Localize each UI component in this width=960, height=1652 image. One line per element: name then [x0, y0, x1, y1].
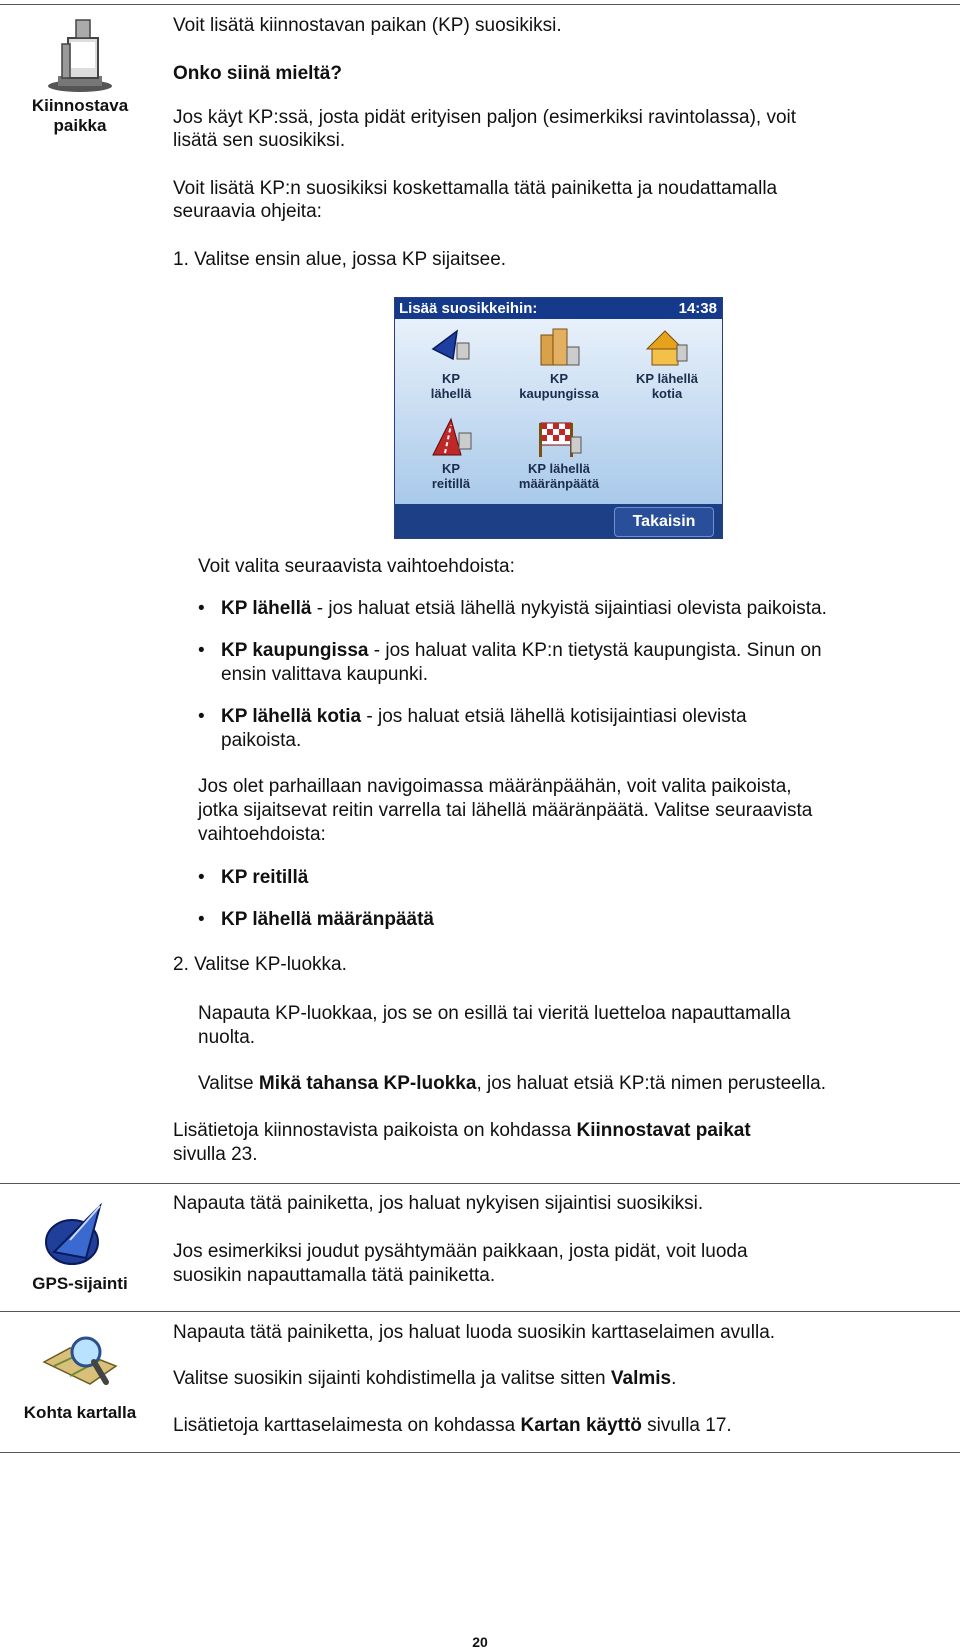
- route-para-line2: jotka sijaitsevat reitin varrella tai lähellä määränpäätä. Valitse seuraavista: [198, 800, 813, 821]
- step-1: 1. Valitse ensin alue, jossa KP sijaitsee.: [173, 249, 507, 270]
- device-button-poi-near-home[interactable]: [617, 325, 717, 401]
- any-category-para: Valitse Mikä tahansa KP-luokka, jos haluat etsiä KP:tä nimen perusteella.: [198, 1073, 827, 1094]
- map-para1: Napauta tätä painiketta, jos haluat luoda suosikin karttaselaimen avulla.: [173, 1322, 776, 1343]
- gps-para2-line2: suosikin napauttamalla tätä painiketta.: [173, 1265, 496, 1286]
- device-header: [395, 298, 722, 319]
- map-button-icon: [40, 1332, 120, 1400]
- gps-poi-icon: [427, 325, 475, 371]
- poi-heading: Onko siinä mieltä?: [173, 63, 342, 84]
- map-para3: Lisätietoja karttaselaimesta on kohdassa Kartan käyttö sivulla 17.: [173, 1415, 732, 1436]
- device-button-label: reitillä: [431, 476, 471, 491]
- divider-gps: [0, 1183, 960, 1184]
- poi-button-icon: [40, 14, 120, 94]
- home-poi-icon: [643, 325, 691, 371]
- device-button-label: KP lähellä: [528, 461, 590, 476]
- more-info-ref: Kiinnostavat paikat: [576, 1120, 751, 1141]
- more-info-line2: sivulla 23.: [173, 1144, 258, 1165]
- more-info-line1: Lisätietoja kiinnostavista paikoista on kohdassa Kiinnostavat paikat: [173, 1120, 751, 1141]
- device-button-label: määränpäätä: [518, 476, 600, 491]
- poi-para2-line1: Jos käyt KP:ssä, josta pidät erityisen paljon (esimerkiksi ravintolassa), voit: [173, 107, 797, 128]
- map-usage-ref: Kartan käyttö: [520, 1415, 642, 1436]
- done-term: Valmis: [610, 1368, 672, 1389]
- any-category-term: Mikä tahansa KP-luokka: [258, 1073, 477, 1094]
- device-button-poi-in-city[interactable]: [509, 325, 609, 401]
- route-poi-icon: [427, 415, 475, 461]
- poi-para2-line2: lisätä sen suosikiksi.: [173, 130, 346, 151]
- gps-para1: Napauta tätä painiketta, jos haluat nykyisen sijaintisi suosikiksi.: [173, 1193, 704, 1214]
- device-button-label: kotia: [651, 386, 683, 401]
- map-para2: Valitse suosikin sijainti kohdistimella ja valitse sitten Valmis.: [173, 1368, 677, 1389]
- device-button-poi-near-destination[interactable]: [509, 415, 609, 491]
- page-number: 20: [472, 1634, 488, 1650]
- bullet-term: KP reitillä: [221, 867, 309, 888]
- device-screenshot: [394, 297, 723, 539]
- divider-map: [0, 1311, 960, 1312]
- bullet-desc: - jos haluat valita KP:n tietystä kaupungista. Sinun on: [368, 640, 822, 661]
- device-button-label: lähellä: [430, 386, 472, 401]
- gps-icon-label: GPS-sijainti: [32, 1274, 128, 1293]
- bullet-term: KP lähellä määränpäätä: [221, 909, 434, 930]
- poi-para3-line1: Voit lisätä KP:n suosikiksi koskettamalla tätä painiketta ja noudattamalla: [173, 178, 778, 199]
- route-para-line3: vaihtoehdoista:: [198, 824, 326, 845]
- route-para-line1: Jos olet parhaillaan navigoimassa määränpäähän, voit valita paikoista,: [198, 776, 792, 797]
- gps-para2-line1: Jos esimerkiksi joudut pysähtymään paikkaan, josta pidät, voit luoda: [173, 1241, 748, 1262]
- tap-para-line2: nuolta.: [198, 1027, 256, 1048]
- tap-para-line1: Napauta KP-luokkaa, jos se on esillä tai vieritä luetteloa napauttamalla: [198, 1003, 791, 1024]
- bullet-desc: - jos haluat etsiä lähellä nykyistä sijaintiasi olevista paikoista.: [311, 598, 827, 619]
- device-back-button[interactable]: Takaisin: [614, 507, 714, 537]
- city-poi-icon: [535, 325, 583, 371]
- device-time: 14:38: [678, 300, 717, 317]
- destination-poi-icon: [535, 415, 583, 461]
- device-footer: [395, 504, 722, 538]
- options-intro: Voit valita seuraavista vaihtoehdoista:: [198, 556, 515, 577]
- gps-button-icon: [42, 1196, 118, 1272]
- device-button-label: KP: [441, 371, 461, 386]
- top-divider: [0, 4, 960, 5]
- poi-para3-line2: seuraavia ohjeita:: [173, 201, 322, 222]
- bullet-desc-cont: ensin valittava kaupunki.: [221, 664, 429, 685]
- device-menu: [395, 319, 722, 504]
- device-title: Lisää suosikkeihin:: [399, 300, 538, 317]
- map-icon-label: Kohta kartalla: [23, 1403, 137, 1422]
- bottom-divider: [0, 1452, 960, 1453]
- bullet-desc-cont: paikoista.: [221, 730, 302, 751]
- bullet-term: KP kaupungissa: [221, 640, 369, 661]
- bullet-term: KP lähellä: [221, 598, 312, 619]
- device-button-poi-nearby[interactable]: [401, 325, 501, 401]
- poi-icon-label: Kiinnostava paikka: [31, 96, 129, 135]
- device-button-label: KP: [549, 371, 569, 386]
- device-button-poi-along-route[interactable]: [401, 415, 501, 491]
- device-button-label: KP lähellä: [636, 371, 698, 386]
- device-button-label: kaupungissa: [519, 386, 599, 401]
- bullet-term: KP lähellä kotia: [221, 706, 362, 727]
- poi-intro: Voit lisätä kiinnostavan paikan (KP) suosikiksi.: [173, 15, 562, 36]
- device-button-label: KP: [441, 461, 461, 476]
- step-2: 2. Valitse KP-luokka.: [173, 954, 347, 975]
- bullet-desc: - jos haluat etsiä lähellä kotisijaintiasi olevista: [361, 706, 747, 727]
